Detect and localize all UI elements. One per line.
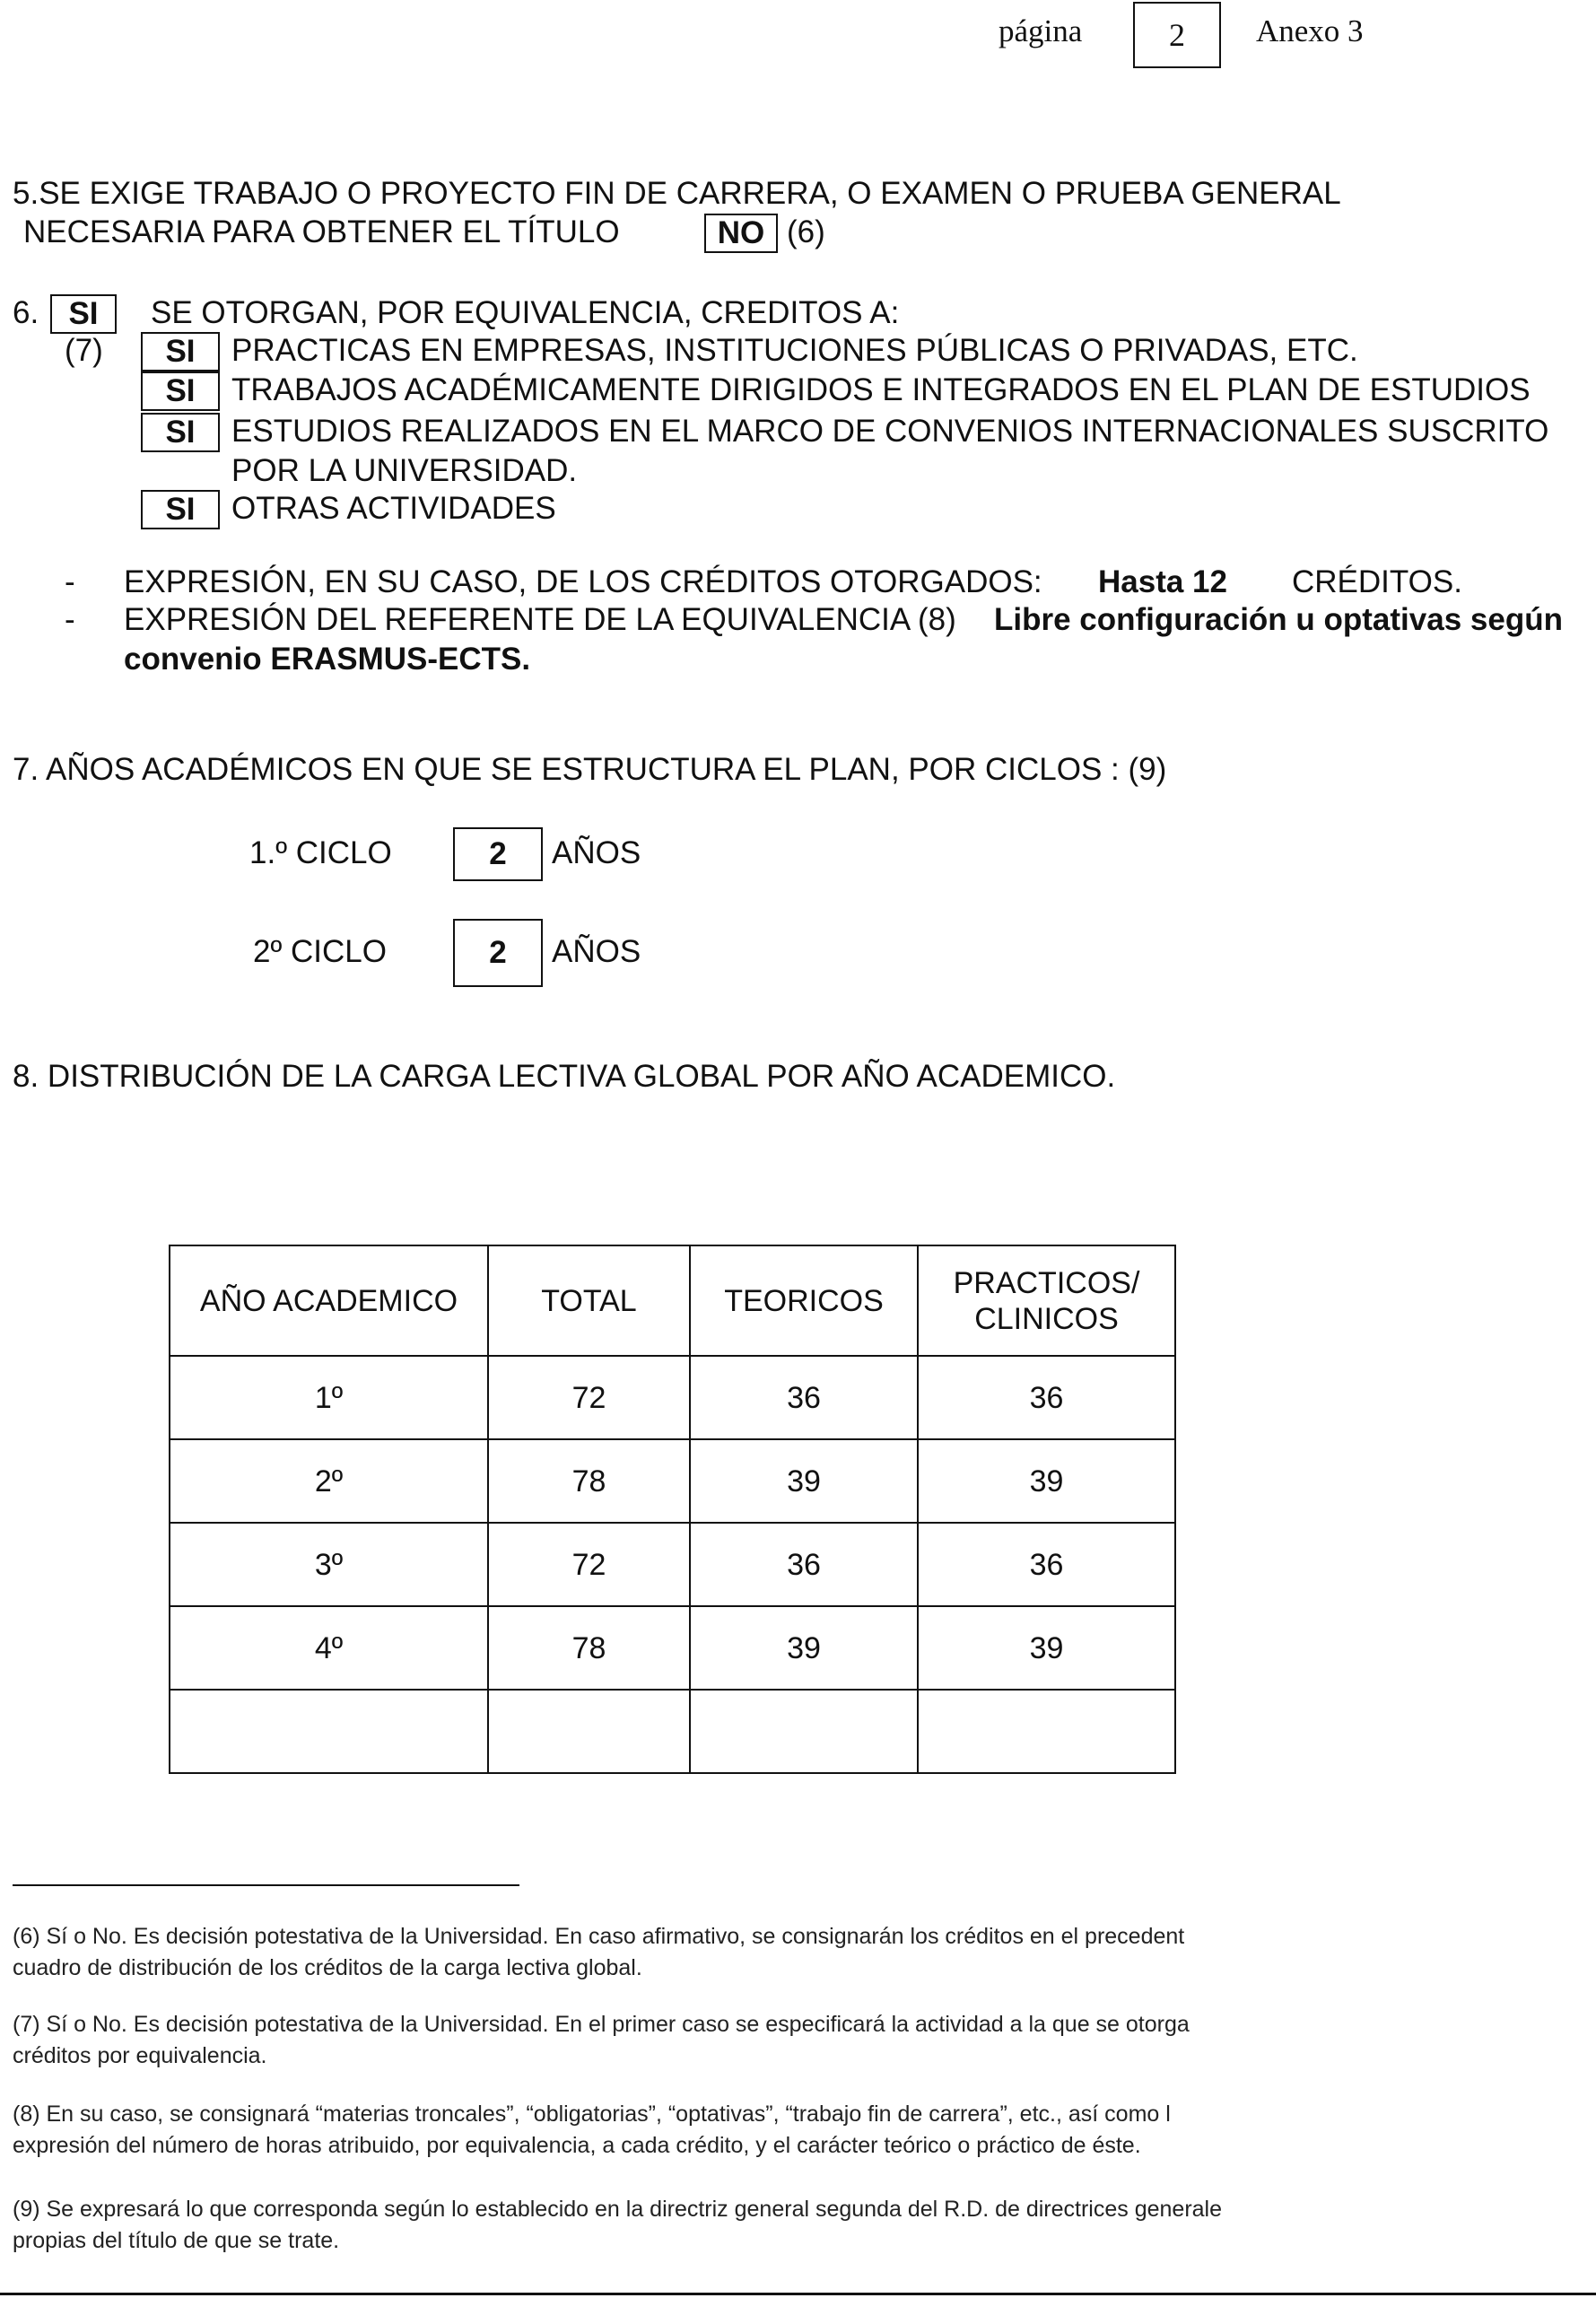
q7-ciclo1-unit: AÑOS bbox=[552, 835, 641, 870]
q7-ciclo1-value-box: 2 bbox=[453, 827, 543, 881]
footnote-9-line2: propias del título de que se trate. bbox=[13, 2228, 340, 2253]
q6-item3-text: ESTUDIOS REALIZADOS EN EL MARCO DE CONVENIOS INTERNACIONALES SUSCRITO bbox=[231, 414, 1549, 449]
q6-expr2-value: Libre configuración u optativas según bbox=[994, 602, 1563, 637]
q6-answer-box: SI bbox=[50, 294, 117, 334]
footnote-8-line2: expresión del número de horas atribuido, por equivalencia, a cada crédito, y el carácter teórico o práctico de éste. bbox=[13, 2133, 1141, 2158]
carga-lectiva-table bbox=[169, 1245, 1176, 1774]
q7-ciclo2-value-box: 2 bbox=[453, 919, 543, 987]
table-row bbox=[170, 1356, 1175, 1439]
footnote-7-line2: créditos por equivalencia. bbox=[13, 2043, 267, 2068]
table-cell bbox=[918, 1690, 1175, 1773]
table-cell: 2º bbox=[170, 1439, 488, 1523]
q6-expr2-label: EXPRESIÓN DEL REFERENTE DE LA EQUIVALENCIA (8) bbox=[124, 602, 956, 637]
table-cell: 3º bbox=[170, 1523, 488, 1606]
q7-title: 7. AÑOS ACADÉMICOS EN QUE SE ESTRUCTURA EL PLAN, POR CICLOS : (9) bbox=[13, 752, 1167, 787]
table-cell: 72 bbox=[488, 1356, 690, 1439]
footnote-6-line1: (6) Sí o No. Es decisión potestativa de la Universidad. En caso afirmativo, se consignarán los créditos en el precedent bbox=[13, 1924, 1185, 1949]
annex-label: Anexo 3 bbox=[1256, 13, 1364, 48]
q6-item3-answer-box: SI bbox=[141, 413, 220, 452]
table-row bbox=[170, 1523, 1175, 1606]
q7-ciclo2-label: 2º CICLO bbox=[253, 934, 387, 969]
table-cell bbox=[488, 1690, 690, 1773]
q6-expr1-label: EXPRESIÓN, EN SU CASO, DE LOS CRÉDITOS OTORGADOS: bbox=[124, 564, 1042, 599]
q6-note: (7) bbox=[65, 333, 103, 368]
q7-ciclo1-label: 1.º CICLO bbox=[249, 835, 392, 870]
q7-ciclo2-unit: AÑOS bbox=[552, 934, 641, 969]
header-teoricos: TEORICOS bbox=[690, 1245, 918, 1356]
q6-title: SE OTORGAN, POR EQUIVALENCIA, CREDITOS A: bbox=[151, 295, 900, 330]
table-row-empty bbox=[170, 1690, 1175, 1773]
page-label: página bbox=[999, 13, 1083, 48]
q6-item4-answer-box: SI bbox=[141, 490, 220, 529]
q6-expr2-value-cont: convenio ERASMUS-ECTS. bbox=[124, 642, 531, 677]
table-cell: 39 bbox=[918, 1606, 1175, 1690]
table-cell bbox=[690, 1690, 918, 1773]
page-bottom-border bbox=[0, 2293, 1596, 2295]
footnote-6-line2: cuadro de distribución de los créditos de la carga lectiva global. bbox=[13, 1955, 642, 1980]
footnote-separator bbox=[13, 1884, 519, 1886]
q6-expr1-unit: CRÉDITOS. bbox=[1292, 564, 1462, 599]
q6-bullet-2: - bbox=[65, 602, 75, 637]
table-cell: 36 bbox=[690, 1356, 918, 1439]
footnote-7-line1: (7) Sí o No. Es decisión potestativa de la Universidad. En el primer caso se especificará la actividad a la que se otorga bbox=[13, 2012, 1190, 2037]
table-cell: 39 bbox=[918, 1439, 1175, 1523]
q6-item1-answer-box: SI bbox=[141, 332, 220, 371]
header-practicos: PRACTICOS/ CLINICOS bbox=[918, 1245, 1175, 1356]
table-cell: 4º bbox=[170, 1606, 488, 1690]
table-header-row bbox=[170, 1245, 1175, 1356]
q6-item4-text: OTRAS ACTIVIDADES bbox=[231, 491, 556, 526]
table-cell: 72 bbox=[488, 1523, 690, 1606]
q6-bullet-1: - bbox=[65, 564, 75, 599]
q6-item3-text-cont: POR LA UNIVERSIDAD. bbox=[231, 453, 578, 488]
table-cell: 36 bbox=[690, 1523, 918, 1606]
q6-item2-text: TRABAJOS ACADÉMICAMENTE DIRIGIDOS E INTEGRADOS EN EL PLAN DE ESTUDIOS bbox=[231, 372, 1531, 407]
footnote-9-line1: (9) Se expresará lo que corresponda según lo establecido en la directriz general segunda del R.D. de directrices generale bbox=[13, 2197, 1223, 2222]
table-cell: 1º bbox=[170, 1356, 488, 1439]
q6-item1-text: PRACTICAS EN EMPRESAS, INSTITUCIONES PÚBLICAS O PRIVADAS, ETC. bbox=[231, 333, 1358, 368]
q8-title: 8. DISTRIBUCIÓN DE LA CARGA LECTIVA GLOBAL POR AÑO ACADEMICO. bbox=[13, 1059, 1116, 1094]
q5-note: (6) bbox=[787, 214, 825, 249]
table-cell bbox=[170, 1690, 488, 1773]
table-cell: 36 bbox=[918, 1523, 1175, 1606]
q5-answer-box: NO bbox=[704, 214, 778, 253]
table-cell: 39 bbox=[690, 1439, 918, 1523]
header-ano-academico: AÑO ACADEMICO bbox=[170, 1245, 488, 1356]
footnote-8-line1: (8) En su caso, se consignará “materias troncales”, “obligatorias”, “optativas”, “trabajo fin de carrera”, etc., así como l bbox=[13, 2101, 1171, 2127]
q5-line1: 5.SE EXIGE TRABAJO O PROYECTO FIN DE CARRERA, O EXAMEN O PRUEBA GENERAL bbox=[13, 176, 1341, 211]
table-row bbox=[170, 1606, 1175, 1690]
table-cell: 36 bbox=[918, 1356, 1175, 1439]
q6-expr1-value: Hasta 12 bbox=[1098, 564, 1227, 599]
page-number-box: 2 bbox=[1133, 2, 1221, 68]
q6-number: 6. bbox=[13, 295, 39, 330]
header-total: TOTAL bbox=[488, 1245, 690, 1356]
table-cell: 78 bbox=[488, 1439, 690, 1523]
table-cell: 39 bbox=[690, 1606, 918, 1690]
table-cell: 78 bbox=[488, 1606, 690, 1690]
table-row bbox=[170, 1439, 1175, 1523]
q6-item2-answer-box: SI bbox=[141, 371, 220, 411]
q5-line2: NECESARIA PARA OBTENER EL TÍTULO bbox=[23, 214, 620, 249]
